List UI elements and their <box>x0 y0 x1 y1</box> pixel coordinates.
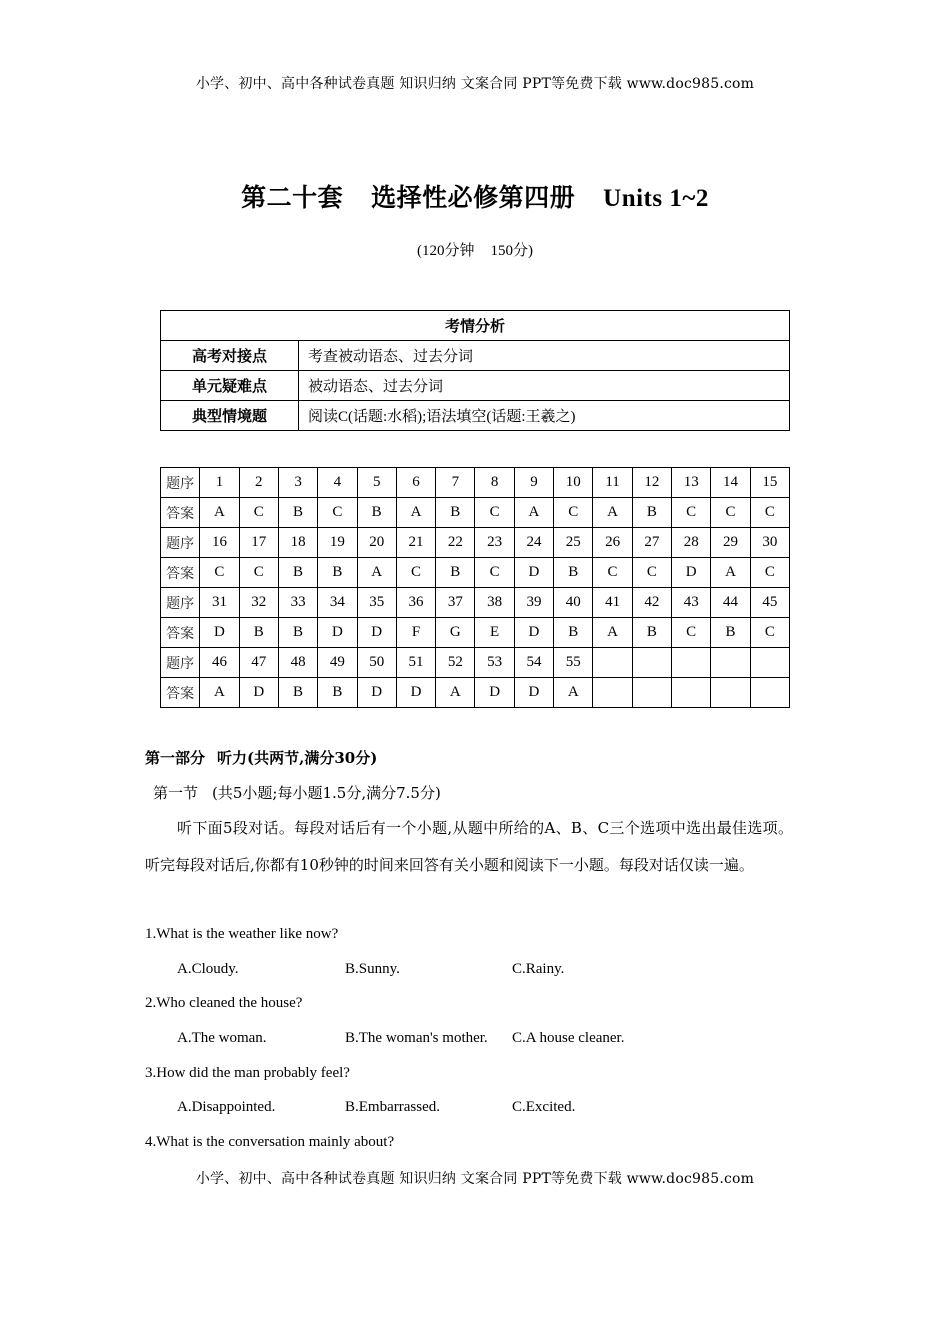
question-number-cell: 10 <box>554 468 593 498</box>
analysis-value: 阅读C(话题:水稻);语法填空(话题:王羲之) <box>299 401 790 431</box>
table-row <box>161 648 790 678</box>
answer-cell: D <box>396 678 435 708</box>
section-title <box>145 747 377 768</box>
answer-cell: C <box>396 558 435 588</box>
question-text: 3.How did the man probably feel? <box>145 1065 350 1081</box>
answer-cell: A <box>357 558 396 588</box>
option-c: C.Rainy. <box>512 961 565 977</box>
question-number-cell: 32 <box>239 588 278 618</box>
question-number-cell: 15 <box>750 468 789 498</box>
analysis-row <box>161 341 790 371</box>
question-number-cell: 45 <box>750 588 789 618</box>
answer-cell: D <box>318 618 357 648</box>
question-number-cell: 25 <box>554 528 593 558</box>
subsection-title <box>153 782 441 803</box>
option-b: B.Embarrassed. <box>345 1099 440 1115</box>
answer-key-table <box>160 467 790 708</box>
answer-cell: E <box>475 618 514 648</box>
answer-cell: B <box>554 618 593 648</box>
answer-cell: C <box>475 558 514 588</box>
question-number-cell: 4 <box>318 468 357 498</box>
question-number-cell: 49 <box>318 648 357 678</box>
table-row <box>161 498 790 528</box>
score-text: 150分) <box>490 243 533 259</box>
page-header: 小学、初中、高中各种试卷真题 知识归纳 文案合同 PPT等免费下载 www.doc985.com <box>195 76 755 92</box>
answer-cell: D <box>514 618 553 648</box>
answer-cell: C <box>318 498 357 528</box>
answer-cell: D <box>514 558 553 588</box>
answer-cell: A <box>593 498 632 528</box>
page-footer: 小学、初中、高中各种试卷真题 知识归纳 文案合同 PPT等免费下载 www.doc985.com <box>195 1171 755 1187</box>
answer-cell: C <box>239 498 278 528</box>
title-units: Units 1~2 <box>603 185 709 212</box>
question-number-cell: 5 <box>357 468 396 498</box>
table-row <box>161 618 790 648</box>
table-row <box>161 468 790 498</box>
question-number-cell: 37 <box>436 588 475 618</box>
question-number-cell <box>632 648 671 678</box>
instructions-paragraph: 听下面5段对话。每段对话后有一个小题,从题中所给的A、B、C三个选项中选出最佳选项。听完每段对话后,你都有10秒钟的时间来回答有关小题和阅读下一小题。每段对话仅读一遍。 <box>145 819 793 874</box>
question-text: 4.What is the conversation mainly about? <box>145 1134 395 1150</box>
answer-cell: B <box>436 498 475 528</box>
subsection-desc: (共5小题;每小题1.5分,满分7.5分) <box>212 784 441 802</box>
answer-row-label: 答案 <box>161 618 200 648</box>
question-number-cell: 13 <box>672 468 711 498</box>
question-number-cell: 39 <box>514 588 553 618</box>
option-b: B.The woman's mother. <box>345 1030 488 1046</box>
page-title <box>0 178 950 214</box>
answer-cell: A <box>200 498 239 528</box>
analysis-label: 单元疑难点 <box>161 371 299 401</box>
subsection-part: 第一节 <box>153 784 199 802</box>
answer-cell: A <box>514 498 553 528</box>
answer-cell <box>711 678 750 708</box>
answer-cell: A <box>200 678 239 708</box>
option-a: A.The woman. <box>177 1030 267 1046</box>
title-set: 第二十套 <box>241 185 344 212</box>
question-text: 2.Who cleaned the house? <box>145 995 303 1011</box>
answer-cell: D <box>514 678 553 708</box>
question-number-cell: 55 <box>554 648 593 678</box>
answer-cell: B <box>711 618 750 648</box>
question-number-cell <box>593 648 632 678</box>
analysis-row <box>161 401 790 431</box>
question-number-cell <box>750 648 789 678</box>
answer-cell: B <box>357 498 396 528</box>
answer-cell: A <box>593 618 632 648</box>
question-number-row-label: 题序 <box>161 528 200 558</box>
option-c: C.A house cleaner. <box>512 1030 625 1046</box>
analysis-row <box>161 371 790 401</box>
answer-cell <box>672 678 711 708</box>
question-number-cell: 14 <box>711 468 750 498</box>
answer-cell: C <box>239 558 278 588</box>
answer-cell: B <box>554 558 593 588</box>
question-number-cell: 22 <box>436 528 475 558</box>
question-number-cell: 12 <box>632 468 671 498</box>
answer-cell: C <box>554 498 593 528</box>
question-number-cell: 35 <box>357 588 396 618</box>
question-number-cell: 40 <box>554 588 593 618</box>
answer-cell: B <box>278 678 317 708</box>
answer-cell: B <box>318 678 357 708</box>
answer-cell <box>750 678 789 708</box>
question-number-cell: 20 <box>357 528 396 558</box>
question-number-cell: 47 <box>239 648 278 678</box>
question-number-cell: 6 <box>396 468 435 498</box>
question-number-cell: 34 <box>318 588 357 618</box>
answer-cell: C <box>750 498 789 528</box>
table-row <box>161 588 790 618</box>
question-number-cell: 52 <box>436 648 475 678</box>
question-number-row-label: 题序 <box>161 468 200 498</box>
answer-cell: C <box>750 618 789 648</box>
answer-cell: B <box>278 498 317 528</box>
question-number-cell: 24 <box>514 528 553 558</box>
answer-cell: G <box>436 618 475 648</box>
option-b: B.Sunny. <box>345 961 400 977</box>
question-number-cell: 1 <box>200 468 239 498</box>
answer-row-label: 答案 <box>161 558 200 588</box>
question-number-cell: 2 <box>239 468 278 498</box>
question-number-cell: 19 <box>318 528 357 558</box>
question-number-cell: 28 <box>672 528 711 558</box>
question-number-cell: 8 <box>475 468 514 498</box>
answer-cell: B <box>239 618 278 648</box>
answer-cell: B <box>278 618 317 648</box>
question-number-cell: 41 <box>593 588 632 618</box>
table-row <box>161 528 790 558</box>
answer-cell <box>593 678 632 708</box>
question-number-cell: 36 <box>396 588 435 618</box>
answer-cell: D <box>475 678 514 708</box>
answer-cell: B <box>318 558 357 588</box>
analysis-label: 典型情境题 <box>161 401 299 431</box>
question-number-cell: 44 <box>711 588 750 618</box>
answer-cell: F <box>396 618 435 648</box>
time-score <box>0 239 950 260</box>
answer-cell: D <box>672 558 711 588</box>
question-number-cell: 29 <box>711 528 750 558</box>
question-number-cell: 18 <box>278 528 317 558</box>
answer-cell: A <box>396 498 435 528</box>
answer-cell: C <box>750 558 789 588</box>
answer-cell: A <box>554 678 593 708</box>
answer-cell: D <box>357 678 396 708</box>
answer-cell: A <box>436 678 475 708</box>
analysis-table <box>160 310 790 431</box>
question-number-cell: 17 <box>239 528 278 558</box>
question-number-cell: 23 <box>475 528 514 558</box>
question-number-cell: 27 <box>632 528 671 558</box>
answer-row-label: 答案 <box>161 678 200 708</box>
answer-cell: B <box>278 558 317 588</box>
analysis-value: 被动语态、过去分词 <box>299 371 790 401</box>
answer-cell: C <box>632 558 671 588</box>
answer-cell: D <box>200 618 239 648</box>
question-number-cell: 33 <box>278 588 317 618</box>
question-number-row-label: 题序 <box>161 648 200 678</box>
question-number-cell: 3 <box>278 468 317 498</box>
question-number-row-label: 题序 <box>161 588 200 618</box>
answer-cell: C <box>711 498 750 528</box>
table-row <box>161 678 790 708</box>
answer-cell: B <box>632 498 671 528</box>
table-row <box>161 558 790 588</box>
question-number-cell: 30 <box>750 528 789 558</box>
answer-cell: C <box>672 498 711 528</box>
question-number-cell: 42 <box>632 588 671 618</box>
answer-cell: C <box>200 558 239 588</box>
question-number-cell: 16 <box>200 528 239 558</box>
analysis-value: 考查被动语态、过去分词 <box>299 341 790 371</box>
time-text: (120分钟 <box>417 243 475 259</box>
question-number-cell: 26 <box>593 528 632 558</box>
answer-row-label: 答案 <box>161 498 200 528</box>
answer-cell: C <box>475 498 514 528</box>
question-number-cell: 31 <box>200 588 239 618</box>
question-number-cell: 11 <box>593 468 632 498</box>
answer-cell: B <box>436 558 475 588</box>
question-number-cell: 21 <box>396 528 435 558</box>
section-part: 第一部分 <box>145 749 206 767</box>
question-text: 1.What is the weather like now? <box>145 926 339 942</box>
answer-cell <box>632 678 671 708</box>
title-book: 选择性必修第四册 <box>371 185 576 212</box>
option-a: A.Disappointed. <box>177 1099 276 1115</box>
answer-cell: D <box>357 618 396 648</box>
option-a: A.Cloudy. <box>177 961 239 977</box>
question-number-cell <box>672 648 711 678</box>
question-number-cell: 50 <box>357 648 396 678</box>
question-number-cell: 43 <box>672 588 711 618</box>
answer-cell: C <box>593 558 632 588</box>
answer-cell: B <box>632 618 671 648</box>
question-number-cell: 7 <box>436 468 475 498</box>
question-number-cell <box>711 648 750 678</box>
analysis-heading: 考情分析 <box>161 311 790 341</box>
option-c: C.Excited. <box>512 1099 576 1115</box>
question-number-cell: 54 <box>514 648 553 678</box>
question-number-cell: 53 <box>475 648 514 678</box>
section-desc: 听力(共两节,满分30分) <box>217 749 378 767</box>
question-number-cell: 51 <box>396 648 435 678</box>
question-number-cell: 38 <box>475 588 514 618</box>
question-number-cell: 9 <box>514 468 553 498</box>
question-number-cell: 48 <box>278 648 317 678</box>
answer-cell: C <box>672 618 711 648</box>
answer-cell: A <box>711 558 750 588</box>
analysis-label: 高考对接点 <box>161 341 299 371</box>
answer-cell: D <box>239 678 278 708</box>
question-number-cell: 46 <box>200 648 239 678</box>
